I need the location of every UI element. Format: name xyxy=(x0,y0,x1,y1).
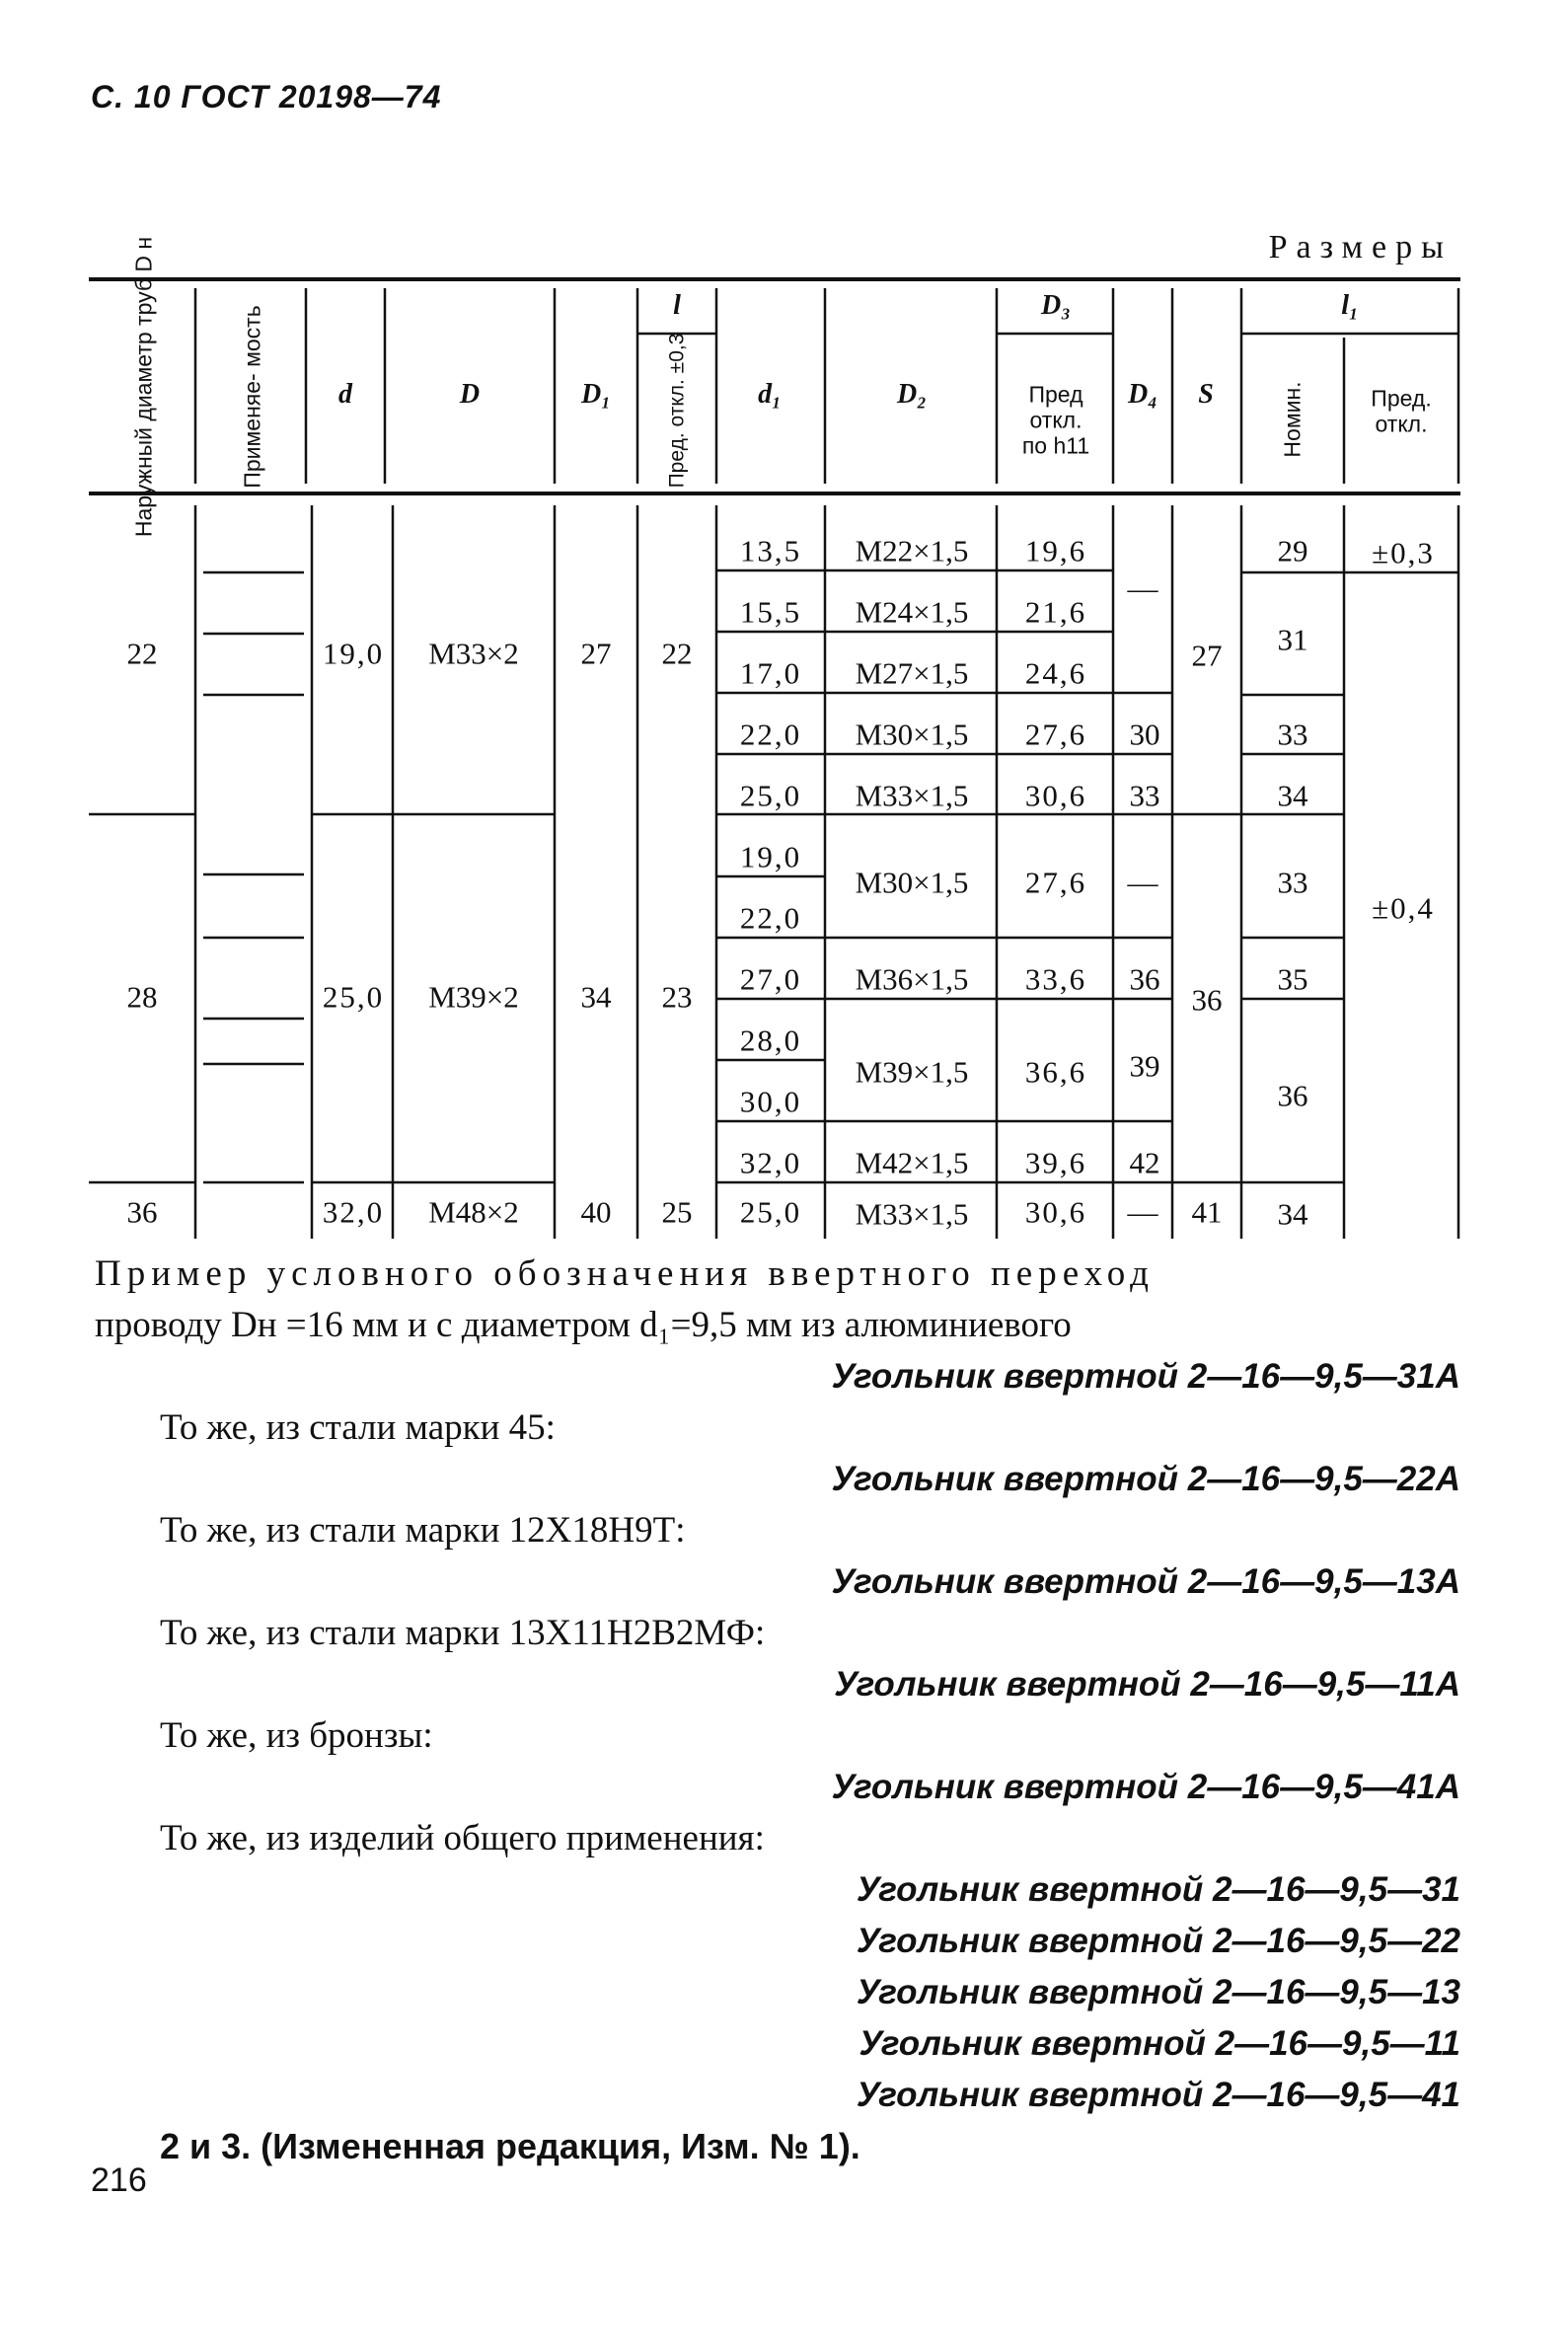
cell-S: 36 xyxy=(1191,982,1223,1018)
header-l: l xyxy=(673,290,681,321)
cell-d1: 25,0 xyxy=(739,1194,802,1230)
page-header: С. 10 ГОСТ 20198—74 xyxy=(91,79,442,114)
cell-D: M48×2 xyxy=(428,1194,519,1230)
cell-d1: 13,5 xyxy=(739,533,802,568)
cell-D2: M30×1,5 xyxy=(855,717,969,752)
example-designation: Угольник ввертной 2—16—9,5—41А xyxy=(831,1768,1460,1806)
material-line: То же, из бронзы: xyxy=(160,1715,433,1756)
header-D: D xyxy=(459,379,481,410)
material-line: То же, из изделий общего применения: xyxy=(160,1818,765,1858)
cell-D4: — xyxy=(1127,1194,1158,1230)
paragraph-intro-line-1: Пример условного обозначения ввертного переход xyxy=(95,1253,1155,1294)
cell-D3: 21,6 xyxy=(1024,594,1087,630)
sizes-label: Размеры xyxy=(1268,229,1453,265)
cell-D3: 19,6 xyxy=(1024,533,1087,568)
paragraph-intro-line-2: проводу Dн =16 мм и с диаметром d₁=9,5 мм из алюминиевого xyxy=(95,1305,1072,1345)
cell-dn: 28 xyxy=(126,979,158,1015)
header-d: d xyxy=(338,379,352,410)
cell-l: 25 xyxy=(661,1194,693,1230)
header-D3: D₃ xyxy=(1041,290,1071,321)
header-l1-tol-1: Пред. xyxy=(1371,385,1432,412)
header-l1-tol-2: откл. xyxy=(1375,411,1428,437)
cell-l1-nom: 36 xyxy=(1277,1078,1308,1113)
example-designation: Угольник ввертной 2—16—9,5—13 xyxy=(856,1973,1460,2011)
header-applicability: Применяе- мость xyxy=(239,305,265,489)
cell-d1: 25,0 xyxy=(739,778,802,813)
designation-examples xyxy=(95,1249,1460,2172)
header-D3-tol-1: Пред xyxy=(1028,381,1083,408)
cell-D4: — xyxy=(1127,570,1158,606)
cell-d1: 19,0 xyxy=(739,839,802,874)
cell-D2: M42×1,5 xyxy=(855,1145,969,1180)
cell-d1: 30,0 xyxy=(739,1084,802,1119)
example-designation: Угольник ввертной 2—16—9,5—11А xyxy=(834,1665,1460,1704)
material-line: То же, из стали марки 45: xyxy=(160,1407,556,1448)
header-d1: d₁ xyxy=(758,379,782,410)
header-outer-diameter: Наружный диаметр труб D н xyxy=(130,236,157,538)
cell-D4: 39 xyxy=(1129,1048,1160,1084)
cell-D1: 34 xyxy=(580,979,612,1015)
cell-D3: 27,6 xyxy=(1024,717,1087,752)
cell-D3: 39,6 xyxy=(1024,1145,1087,1180)
cell-l: 23 xyxy=(661,979,693,1015)
cell-D4: 33 xyxy=(1129,778,1160,813)
cell-l1-nom: 31 xyxy=(1277,622,1308,657)
cell-D4: 36 xyxy=(1129,961,1160,997)
cell-D2: M22×1,5 xyxy=(855,533,969,568)
header-D3-tol-3: по h11 xyxy=(1021,432,1090,459)
header-D1: D₁ xyxy=(581,379,611,410)
cell-D2: M39×1,5 xyxy=(855,1054,969,1090)
page-number: 216 xyxy=(91,2161,147,2199)
cell-D2: M33×1,5 xyxy=(855,1196,969,1232)
cell-D3: 30,6 xyxy=(1024,1194,1087,1230)
cell-d: 25,0 xyxy=(322,979,385,1015)
cell-S: 41 xyxy=(1191,1194,1223,1230)
cell-S: 27 xyxy=(1191,638,1223,673)
cell-D2: M36×1,5 xyxy=(855,961,969,997)
material-line: То же, из стали марки 13Х11Н2В2МФ: xyxy=(160,1613,766,1653)
cell-d1: 28,0 xyxy=(739,1023,802,1058)
cell-D3: 36,6 xyxy=(1024,1054,1087,1090)
cell-d1: 27,0 xyxy=(739,961,802,997)
cell-D1: 27 xyxy=(580,636,612,671)
cell-l1-nom: 34 xyxy=(1277,778,1308,813)
cell-l1-tol: ±0,4 xyxy=(1372,890,1435,926)
cell-l: 22 xyxy=(661,636,693,671)
cell-D3: 24,6 xyxy=(1024,655,1087,691)
cell-D2: M24×1,5 xyxy=(855,594,969,630)
cell-l1-nom: 33 xyxy=(1277,865,1308,900)
cell-dn: 22 xyxy=(126,636,158,671)
cell-dn: 36 xyxy=(126,1194,158,1230)
cell-D2: M27×1,5 xyxy=(855,655,969,691)
cell-D4: 42 xyxy=(1129,1145,1160,1180)
cell-d1: 22,0 xyxy=(739,717,802,752)
cell-D3: 30,6 xyxy=(1024,778,1087,813)
example-designation: Угольник ввертной 2—16—9,5—22А xyxy=(831,1460,1460,1498)
cell-d1: 32,0 xyxy=(739,1145,802,1180)
cell-D4: — xyxy=(1127,865,1158,900)
cell-l1-tol: ±0,3 xyxy=(1372,535,1435,570)
example-designation: Угольник ввертной 2—16—9,5—22 xyxy=(856,1922,1460,1960)
cell-d1: 15,5 xyxy=(739,594,802,630)
cell-d: 32,0 xyxy=(322,1194,385,1230)
header-l1-nominal: Номин. xyxy=(1279,381,1306,458)
header-D4: D₄ xyxy=(1128,379,1157,410)
cell-l1-nom: 29 xyxy=(1277,533,1308,568)
header-S: S xyxy=(1198,379,1214,410)
header-D3-tol-2: откл. xyxy=(1029,407,1083,433)
cell-d1: 22,0 xyxy=(739,900,802,936)
revision-note: 2 и 3. (Измененная редакция, Изм. № 1). xyxy=(160,2126,860,2166)
cell-l1-nom: 34 xyxy=(1277,1196,1308,1232)
example-designation: Угольник ввертной 2—16—9,5—31 xyxy=(856,1870,1460,1909)
header-l1: l₁ xyxy=(1341,290,1359,321)
header-l-tolerance: Пред. откл. ±0,3 xyxy=(665,333,689,489)
example-designation: Угольник ввертной 2—16—9,5—31А xyxy=(831,1357,1460,1396)
cell-D2: M30×1,5 xyxy=(855,865,969,900)
cell-D3: 27,6 xyxy=(1024,865,1087,900)
cell-l1-nom: 35 xyxy=(1277,961,1308,997)
cell-d: 19,0 xyxy=(322,636,385,671)
cell-D2: M33×1,5 xyxy=(855,778,969,813)
header-D2: D₂ xyxy=(897,379,927,410)
example-designation: Угольник ввертной 2—16—9,5—13А xyxy=(831,1562,1460,1601)
cell-D4: 30 xyxy=(1129,717,1160,752)
example-designation: Угольник ввертной 2—16—9,5—41 xyxy=(856,2076,1460,2114)
cell-D3: 33,6 xyxy=(1024,961,1087,997)
cell-D1: 40 xyxy=(580,1194,612,1230)
cell-d1: 17,0 xyxy=(739,655,802,691)
example-designation: Угольник ввертной 2—16—9,5—11 xyxy=(859,2024,1460,2063)
cell-D: M39×2 xyxy=(428,979,519,1015)
material-line: То же, из стали марки 12Х18Н9Т: xyxy=(160,1510,686,1551)
cell-l1-nom: 33 xyxy=(1277,717,1308,752)
cell-D: M33×2 xyxy=(428,636,519,671)
